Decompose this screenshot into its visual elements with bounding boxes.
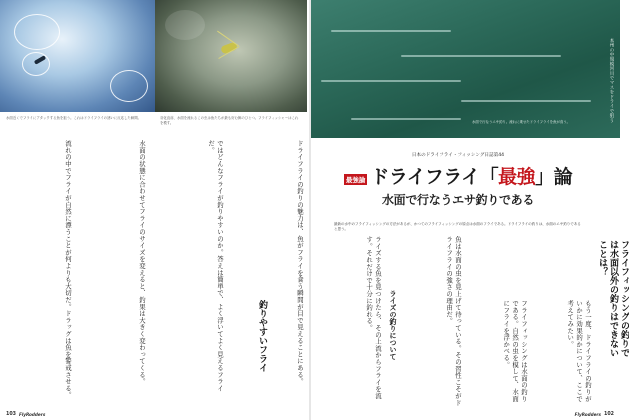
section-subhead-right: ライズの釣りについて	[389, 290, 397, 360]
title-row	[328, 162, 588, 189]
body-column-left-1: ドライフライの釣りの魅力は、魚がフライを食う瞬間が目で見えることにある。	[296, 140, 304, 385]
body-column-right-4: ライズする魚を見つけたら、その上流からフライを流す。それだけで十分に釣れる。	[365, 236, 382, 400]
magazine-brand-right: FlyRodders	[574, 412, 601, 417]
section-heading-left: 釣りやすいフライ	[257, 300, 267, 372]
section-heading-right: フライフィッシングの釣りでは水面以外の釣りはできないことは？	[597, 240, 629, 357]
footer-right	[575, 412, 614, 417]
photo-insect-on-water	[155, 0, 307, 112]
body-column-right-1: もう一度、ドライフライの釣りがいかに効果的かについて、ここで考えてみたい。	[566, 300, 592, 402]
photo-caption-left: 水面近くでフライにアタックする魚を狙う。これはドライフライの誘いに反応した瞬間。	[6, 116, 141, 120]
title-highlight: 最強	[498, 166, 536, 188]
photo-caption-right: 水面で行なうエサ釣り。流れに乗せたドライフライを魚が食う。	[472, 120, 571, 124]
article-tag: 最強論	[345, 176, 366, 184]
footer-left	[6, 412, 45, 417]
page-number-left: 103	[6, 412, 17, 417]
body-column-right-2: フライフィッシングは水面の釣りである。自然の虫を模して、水面にフライを浮かべる。	[502, 300, 528, 402]
body-column-left-2: ではどんなフライが釣りやすいのか。答えは簡単で、よく浮いてよく見えるフライだ。	[207, 140, 224, 392]
article-title	[370, 162, 572, 189]
title-prefix: ドライフライ「	[370, 166, 499, 188]
magazine-brand-left: FlyRodders	[19, 412, 46, 417]
photo-water-drop	[0, 0, 155, 112]
photo-vertical-caption: 本州の中規模河川でマスをドライで狙う	[609, 38, 614, 123]
body-column-right-3: 魚は水面の虫を見上げて待っている。その習性こそがドライフライの強さの理由だ。	[445, 236, 462, 406]
page-number-right: 102	[603, 412, 614, 417]
photo-caption-middle: 羽化直前、水面を流れるこの虫は魚たちが最も好む餌のひとつ。フライフィッシャーはこれを模す。	[160, 116, 299, 125]
article-title-block	[328, 152, 588, 208]
body-column-left-3: 水面の状態に合わせてフライのサイズを変えると、釣果は大きく変わってくる。	[138, 140, 146, 385]
title-suffix: 」論	[535, 166, 573, 188]
article-lead: 最新の水中のフライフィッシングの方法があるが、かつてのフライフィッシングの原点は水面のフライである。ドライフライの釣りは、水面のエサ釣りであると思う。	[334, 222, 581, 231]
article-kicker: 日本のドライフライ・フィッシング日誌第44	[411, 153, 505, 158]
body-column-left-4: 流れの中でフライが自然に漂うことが何よりも大切だ。ドラッグは魚を警戒させる。	[64, 140, 72, 399]
article-subtitle: 水面で行なうエサ釣りである	[381, 193, 535, 207]
photo-river-surface	[311, 0, 620, 138]
